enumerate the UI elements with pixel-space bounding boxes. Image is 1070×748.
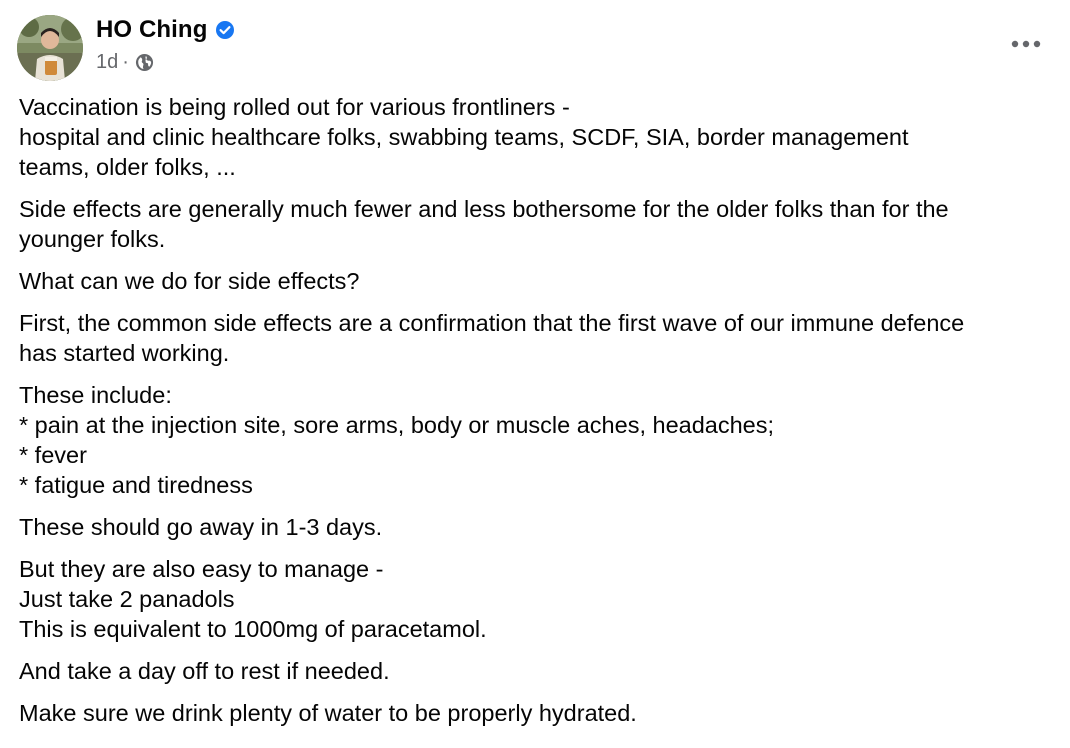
post-paragraph: [19, 92, 1064, 182]
post-text-line: * fever: [19, 442, 87, 468]
post-text-line: Vaccination is being rolled out for various frontliners -: [19, 94, 570, 120]
post-text-line: has started working.: [19, 340, 230, 366]
post-text-line: hospital and clinic healthcare folks, swabbing teams, SCDF, SIA, border management: [19, 124, 909, 150]
post-text-line: What can we do for side effects?: [19, 268, 360, 294]
more-options-icon: [1011, 40, 1041, 48]
more-options-button[interactable]: [1006, 29, 1046, 59]
post-paragraph: [19, 194, 1064, 254]
post-text-line: And take a day off to rest if needed.: [19, 658, 390, 684]
post-paragraph: [19, 656, 1064, 686]
post-text-line: But they are also easy to manage -: [19, 556, 384, 582]
meta-separator: ·: [122, 51, 129, 73]
post-text-line: These include:: [19, 382, 172, 408]
post-text-line: teams, older folks, ...: [19, 154, 236, 180]
post-meta: [96, 51, 154, 74]
avatar-photo: [17, 15, 83, 81]
post-text-line: * pain at the injection site, sore arms, body or muscle aches, headaches;: [19, 412, 775, 438]
post-paragraph: [19, 512, 1064, 542]
post-text-line: * fatigue and tiredness: [19, 472, 253, 498]
author-avatar[interactable]: [17, 15, 83, 81]
post-text: [19, 92, 1064, 740]
globe-icon[interactable]: [135, 53, 154, 72]
post-timestamp[interactable]: 1d: [96, 51, 119, 73]
post-paragraph: [19, 380, 1064, 500]
post-paragraph: [19, 308, 1064, 368]
author-line: [96, 16, 235, 44]
post-text-line: First, the common side effects are a confirmation that the first wave of our immune defence: [19, 310, 965, 336]
post-text-line: These should go away in 1-3 days.: [19, 514, 383, 540]
post-text-line: younger folks.: [19, 226, 166, 252]
author-name[interactable]: HO Ching: [96, 16, 208, 43]
verified-badge-icon: [215, 20, 235, 40]
post-paragraph: [19, 554, 1064, 644]
post-text-line: Make sure we drink plenty of water to be properly hydrated.: [19, 700, 637, 726]
post-text-line: This is equivalent to 1000mg of paracetamol.: [19, 616, 487, 642]
post-paragraph: [19, 698, 1064, 728]
post-text-line: Just take 2 panadols: [19, 586, 235, 612]
post-paragraph: [19, 266, 1064, 296]
post-header: [17, 15, 1070, 83]
post-text-line: Side effects are generally much fewer and less bothersome for the older folks than for the: [19, 196, 949, 222]
